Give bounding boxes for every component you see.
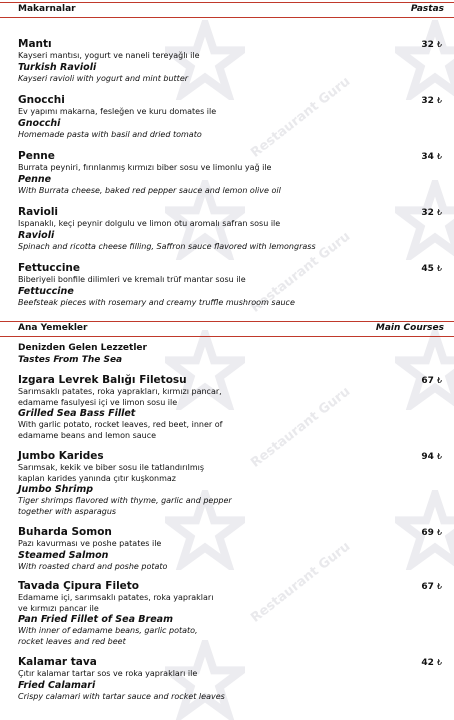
item-en-desc: edamame beans and lemon sauce [18, 430, 157, 440]
item-en-desc: Crispy calamari with tartar sauce and rocket leaves [18, 691, 225, 701]
item-name: Mantı [18, 38, 52, 50]
item-name: Izgara Levrek Balığı Filetosu [18, 374, 187, 386]
item-desc: Ev yapımı makarna, fesleğen ve kuru domates ile [18, 107, 217, 116]
item-en-desc: With inner of edamame beans, garlic potato, [18, 626, 198, 635]
item-en-name: Steamed Salmon [18, 549, 109, 561]
item-en-name: Jumbo Shrimp [18, 484, 94, 495]
item-en-desc: With Burrata cheese, baked red pepper sauce and lemon olive oil [18, 185, 281, 195]
item-price: 34 ₺ [421, 152, 442, 162]
item-en-name: Ravioli [18, 229, 55, 241]
item-en-name: Turkish Ravioli [18, 61, 97, 73]
item-en-desc: together with asparagus [18, 506, 117, 516]
item-desc: ve kırmızı pancar ile [18, 603, 99, 613]
watermark-text: Restaurant Guru [248, 74, 354, 161]
section-title-en: Main Courses [375, 323, 444, 333]
watermark-text: Restaurant Guru [248, 384, 354, 471]
currency-icon: ₺ [436, 264, 442, 273]
item-desc: kaplan karides yanında çıtır kuşkonmaz [18, 473, 176, 483]
item-en-desc: Homemade pasta with basil and dried tomato [18, 129, 202, 139]
item-name: Tavada Çipura Fileto [18, 580, 140, 592]
currency-icon: ₺ [436, 208, 442, 217]
item-en-desc: With garlic potato, rocket leaves, red beet, inner of [18, 420, 223, 429]
subsection-title-en: Tastes From The Sea [18, 355, 123, 365]
menu-item [18, 150, 428, 196]
item-name: Gnocchi [18, 94, 65, 106]
item-desc: edamame fasulyesi içi ve limon sosu ile [18, 397, 178, 407]
item-name: Kalamar tava [18, 656, 97, 668]
item-name: Buharda Somon [18, 526, 112, 538]
item-price: 69 ₺ [421, 528, 442, 538]
item-en-name: Fried Calamari [18, 679, 96, 691]
item-name: Fettuccine [18, 262, 81, 274]
item-desc: Çıtır kalamar tartar sos ve roka yaprakları ile [18, 669, 198, 678]
section-title-en: Pastas [410, 4, 444, 14]
item-en-name: Fettuccine [18, 285, 74, 297]
item-desc: Edamame içi, sarımsaklı patates, roka yaprakları [18, 593, 214, 602]
subsection-heading [18, 342, 147, 366]
watermark-text: Restaurant Guru [248, 539, 354, 626]
subsection-title: Denizden Gelen Lezzetler [18, 343, 147, 353]
menu-item [18, 580, 428, 647]
item-en-name: Gnocchi [18, 117, 61, 129]
item-desc: Biberiyeli bonfile dilimleri ve kremalı trüf mantar sosu ile [18, 275, 246, 284]
menu-item [18, 656, 428, 702]
currency-icon: ₺ [436, 152, 442, 161]
menu-item [18, 262, 428, 308]
watermark-text: Restaurant Guru [248, 229, 354, 316]
item-price: 32 ₺ [421, 96, 442, 106]
item-name: Penne [18, 150, 55, 162]
section-title: Ana Yemekler [18, 323, 88, 333]
item-desc: Ispanaklı, keçi peynir dolgulu ve limon otu aromalı safran sosu ile [18, 219, 281, 228]
item-en-desc: Kayseri ravioli with yogurt and mint butter [18, 73, 189, 83]
item-desc: Sarımsak, kekik ve biber sosu ile tatlandırılmış [18, 463, 205, 472]
currency-icon: ₺ [436, 452, 442, 461]
item-en-desc: Tiger shrimps flavored with thyme, garlic and pepper [18, 496, 232, 505]
item-desc: Kayseri mantısı, yogurt ve naneli tereyağlı ile [18, 51, 200, 60]
menu-item [18, 374, 428, 441]
item-price: 32 ₺ [421, 208, 442, 218]
item-en-name: Grilled Sea Bass Fillet [18, 408, 136, 419]
section-title: Makarnalar [18, 4, 76, 14]
item-price: 45 ₺ [421, 264, 442, 274]
menu-item [18, 526, 428, 572]
item-price: 94 ₺ [421, 452, 442, 462]
item-price: 32 ₺ [421, 40, 442, 50]
currency-icon: ₺ [436, 376, 442, 385]
item-desc: Burrata peyniri, fırınlanmış kırmızı biber sosu ve limonlu yağ ile [18, 163, 272, 172]
item-price: 67 ₺ [421, 582, 442, 592]
item-en-name: Pan Fried Fillet of Sea Bream [18, 614, 173, 625]
item-name: Ravioli [18, 206, 59, 218]
currency-icon: ₺ [436, 658, 442, 667]
currency-icon: ₺ [436, 40, 442, 49]
currency-icon: ₺ [436, 582, 442, 591]
item-desc: Pazı kavurması ve poshe patates ile [18, 539, 162, 548]
section-header-pastas [0, 2, 454, 18]
item-en-desc: Beefsteak pieces with rosemary and creamy truffle mushroom sauce [18, 297, 295, 307]
menu-item [18, 450, 428, 517]
item-en-name: Penne [18, 173, 52, 185]
item-en-desc: With roasted chard and poshe potato [18, 561, 168, 571]
currency-icon: ₺ [436, 528, 442, 537]
item-price: 67 ₺ [421, 376, 442, 386]
menu-item [18, 206, 428, 252]
item-price: 42 ₺ [421, 658, 442, 668]
item-en-desc: rocket leaves and red beet [18, 636, 126, 646]
item-desc: Sarımsaklı patates, roka yaprakları, kırmızı pancar, [18, 387, 222, 396]
section-header-main-courses [0, 321, 454, 337]
menu-item [18, 94, 428, 140]
menu-item [18, 38, 428, 84]
currency-icon: ₺ [436, 96, 442, 105]
item-name: Jumbo Karides [18, 450, 104, 462]
item-en-desc: Spinach and ricotta cheese filling, Saffron sauce flavored with lemongrass [18, 241, 316, 251]
